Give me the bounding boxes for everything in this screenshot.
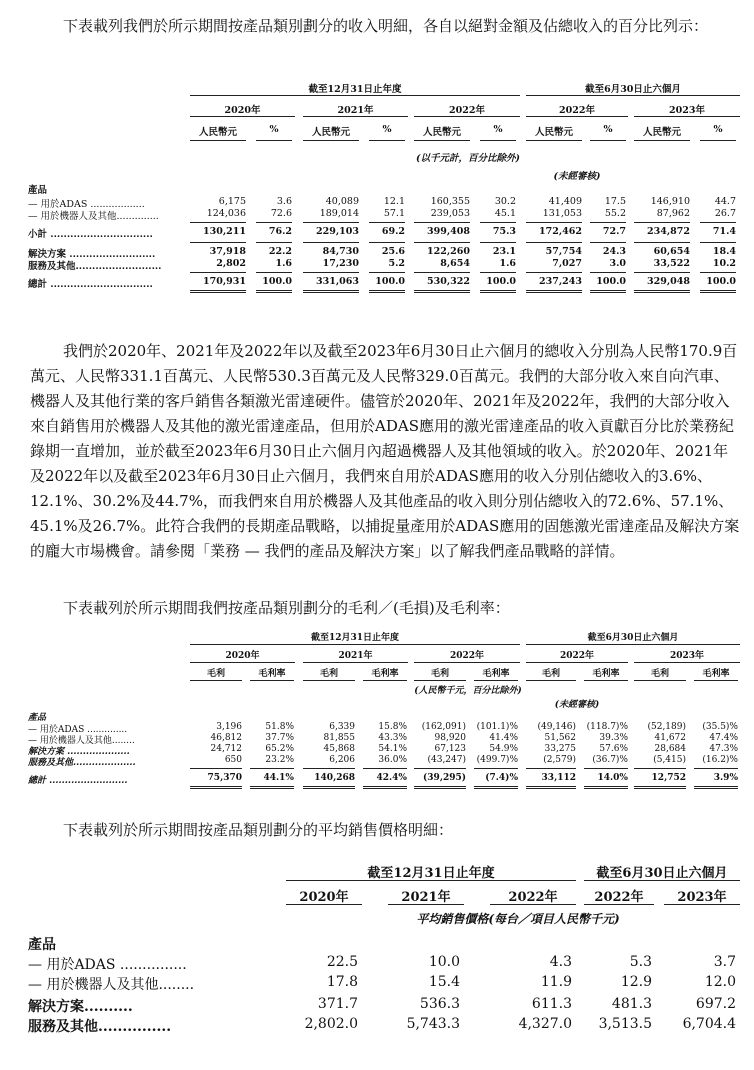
t2-cell: 44.1% (263, 773, 294, 783)
t2-cell: 98,920 (434, 733, 466, 743)
t2-cell: 15.8% (378, 722, 407, 732)
t3-cell: 5,743.3 (406, 1016, 460, 1032)
t3-cell: 481.3 (611, 996, 652, 1012)
t1-cell: 229,103 (316, 226, 359, 237)
asp-table (28, 860, 742, 1045)
intro-avg-selling-price: 下表載列於所示期間按產品類別劃分的平均銷售價格明細： (63, 821, 454, 839)
t1-cell: 71.4 (712, 226, 736, 237)
t1-cell: 1.6 (499, 258, 516, 269)
t1-cell: 329,048 (647, 276, 690, 287)
t1-row-label: 解決方案 .......................... (28, 249, 156, 260)
t1-cell: 130,211 (203, 226, 246, 237)
t1-col-pct-1: % (269, 124, 279, 135)
t2-row-label: 總計 ......................... (28, 776, 128, 786)
t1-cell: 17,230 (322, 258, 359, 269)
t1-year-2022-6m: 2022年 (559, 105, 595, 116)
t1-cell: 331,063 (316, 276, 359, 287)
intro-revenue-breakdown: 下表載列我們於所示期間按產品類別劃分的收入明細，各自以絕對金額及佔總收入的百分比列示： (63, 17, 709, 35)
t1-cell: 124,036 (206, 208, 246, 219)
t2-cell: 47.4% (709, 733, 738, 743)
t1-cell: 33,522 (653, 258, 690, 269)
t3-cell: 11.9 (540, 974, 572, 990)
t1-cell: 72.7 (602, 226, 626, 237)
t1-unaudited: (未經審核) (553, 171, 601, 182)
t2-cell: 51,562 (544, 733, 576, 743)
t3-cell: 15.4 (428, 974, 460, 990)
t3-year-2022-6m: 2022年 (594, 890, 644, 905)
t2-cell: 6,206 (329, 755, 355, 765)
t2-period-fy: 截至12月31日止年度 (310, 633, 400, 643)
t2-cell: (49,146) (537, 722, 576, 732)
t3-cell: 22.5 (326, 954, 358, 970)
t1-cell: 57.1 (383, 208, 405, 219)
t1-cell: 8,654 (440, 258, 470, 269)
t1-cell: 7,027 (552, 258, 582, 269)
t2-cell: (52,189) (647, 722, 686, 732)
t1-cell: 237,243 (539, 276, 582, 287)
t1-cell: 84,730 (322, 246, 359, 257)
t1-cell: 2,802 (216, 258, 246, 269)
revenue-table (28, 76, 742, 306)
t1-year-2022: 2022年 (449, 105, 485, 116)
t2-col-gm-2: 毛利率 (371, 669, 399, 679)
t1-cell: 25.6 (381, 246, 405, 257)
t3-period-fy: 截至12月31日止年度 (367, 866, 495, 881)
t2-cell: (2,579) (543, 755, 576, 765)
t1-cell: 75.3 (492, 226, 516, 237)
t2-cell: 54.1% (378, 744, 407, 754)
t1-cell: 234,872 (647, 226, 690, 237)
t3-unit-note: 平均銷售價格(每台／項目人民幣千元) (416, 912, 620, 926)
t2-cell: 41.4% (489, 733, 518, 743)
t1-cell: 100.0 (596, 276, 626, 287)
t1-period-fy: 截至12月31日止年度 (308, 84, 402, 95)
t1-cell: 100.0 (486, 276, 516, 287)
t1-cell: 60,654 (653, 246, 690, 257)
t2-col-gp-2: 毛利 (319, 669, 338, 679)
t3-cell: 536.3 (419, 996, 460, 1012)
t1-year-2023-6m: 2023年 (669, 105, 705, 116)
t1-cell: 530,322 (427, 276, 470, 287)
t1-cell: 37,918 (209, 246, 246, 257)
t2-cell: 3,196 (216, 722, 242, 732)
t2-cell: 51.8% (265, 722, 294, 732)
t2-cell: 65.2% (265, 744, 294, 754)
t2-year-2022-6m: 2022年 (559, 651, 595, 661)
t1-cell: 239,053 (430, 208, 470, 219)
t2-cell: 41,672 (654, 733, 686, 743)
t2-cell: 54.9% (489, 744, 518, 754)
t2-cell: (16.2)% (702, 755, 738, 765)
t1-row-label: 總計 ............................... (28, 279, 153, 290)
t3-cell: 4,327.0 (518, 1016, 572, 1032)
t1-section-products: 產品 (28, 185, 48, 196)
t2-cell: 81,855 (323, 733, 355, 743)
t1-col-pct-3: % (493, 124, 503, 135)
t1-col-pct-2: % (382, 124, 392, 135)
t2-cell: 14.0% (597, 773, 628, 783)
t1-row-label: 服務及其他.......................... (28, 261, 162, 272)
t2-col-gp-3: 毛利 (430, 669, 449, 679)
t1-cell: 18.4 (712, 246, 736, 257)
t2-col-gm-5: 毛利率 (702, 669, 730, 679)
t2-cell: 140,268 (314, 773, 355, 783)
t1-cell: 3.0 (609, 258, 626, 269)
t1-cell: 26.7 (714, 208, 736, 219)
t1-unit-note: (以千元計，百分比除外) (416, 153, 520, 164)
t3-row-label: — 用於ADAS ............... (28, 957, 187, 973)
t3-cell: 2,802.0 (304, 1016, 358, 1032)
t2-cell: 23.2% (265, 755, 294, 765)
t1-cell: 87,962 (656, 208, 690, 219)
t1-period-6m: 截至6月30日止六個月 (585, 84, 681, 95)
t1-cell: 100.0 (706, 276, 736, 287)
t2-cell: (101.1)% (476, 722, 518, 732)
t2-cell: 24,712 (210, 744, 242, 754)
t3-cell: 10.0 (428, 954, 460, 970)
t2-cell: (39,295) (423, 773, 466, 783)
intro-gross-profit: 下表載列於所示期間我們按產品類別劃分的毛利／(毛損)及毛利率： (63, 599, 510, 617)
t1-row-label: 小計 ............................... (28, 229, 153, 240)
revenue-narrative: 我們於2020年、2021年及2022年以及截至2023年6月30日止六個月的總收入分別為人民幣170.9百萬元、人民幣331.1百萬元、人民幣530.3百萬元及人民幣329.0百萬元。我們的大部分收入來自向汽車、機器人及其他行業的客戶銷售各類激光雷達硬件。儘管於2020年、2021年及2022年，我們的大部分收入來自銷售用於機器人及其他的激光雷達產品，但用於ADAS應用的激光雷達產品的收入貢獻百分比於業務紀錄期一直增加，並於截至2023年6月30日止六個月內超過機器人及其他領域的收入。於2020年、2021年及2022年以及截至2023年6月30日止六個月，我們來自用於ADAS應用的收入分別佔總收入的3.6%、12.1%、30.2%及44.7%，而我們來自用於機器人及其他產品的收入則分別佔總收入的72.6%、57.1%、45.1%及26.7%。此符合我們的長期產品戰略，以捕捉量產用於ADAS應用的固態激光雷達產品及解決方案的龐大市場機會。請參閱「業務 — 我們的產品及解決方案」以了解我們產品戰略的詳情。 (30, 342, 740, 560)
t2-row-label: 解決方案 .................... (28, 747, 130, 757)
t3-period-6m: 截至6月30日止六個月 (596, 866, 728, 881)
t2-cell: 37.7% (265, 733, 294, 743)
t1-cell: 44.7 (714, 196, 736, 207)
t1-cell: 5.2 (388, 258, 405, 269)
t3-year-2022: 2022年 (508, 890, 558, 905)
t3-cell: 12.9 (620, 974, 652, 990)
t1-row-label: — 用於機器人及其他.............. (28, 211, 159, 222)
t3-cell: 17.8 (326, 974, 358, 990)
t2-year-2021: 2021年 (338, 651, 373, 661)
t2-unaudited: (未經審核) (554, 700, 600, 710)
t1-cell: 55.2 (604, 208, 626, 219)
t2-cell: 650 (224, 755, 242, 765)
t1-cell: 72.6 (270, 208, 292, 219)
t2-cell: (35.5)% (702, 722, 738, 732)
t2-col-gm-4: 毛利率 (592, 669, 620, 679)
t2-cell: 67,123 (434, 744, 466, 754)
t1-cell: 24.3 (602, 246, 626, 257)
t1-cell: 160,355 (430, 196, 470, 207)
t1-cell: 17.5 (604, 196, 626, 207)
t1-cell: 172,462 (539, 226, 582, 237)
t2-row-label: 服務及其他.................... (28, 758, 136, 768)
t2-cell: 47.3% (709, 744, 738, 754)
t1-cell: 10.2 (712, 258, 736, 269)
t2-cell: (7.4)% (485, 773, 518, 783)
t2-cell: 12,752 (651, 773, 686, 783)
t3-year-2021: 2021年 (401, 890, 451, 905)
t1-cell: 122,260 (427, 246, 470, 257)
t2-cell: 36.0% (378, 755, 407, 765)
t1-cell: 3.6 (276, 196, 292, 207)
t1-cell: 23.1 (492, 246, 516, 257)
t3-cell: 12.0 (704, 974, 736, 990)
t2-cell: 57.6% (599, 744, 628, 754)
t3-cell: 5.3 (629, 954, 652, 970)
t1-cell: 40,089 (325, 196, 359, 207)
t1-year-2020: 2020年 (224, 105, 261, 116)
t2-section-products: 產品 (28, 713, 47, 723)
t2-row-label: — 用於機器人及其他........ (28, 736, 135, 746)
t3-cell: 4.3 (549, 954, 572, 970)
t1-col-pct-5: % (713, 124, 723, 135)
t3-year-2023-6m: 2023年 (677, 890, 727, 905)
t2-year-2020: 2020年 (225, 651, 260, 661)
t2-year-2022: 2022年 (449, 651, 485, 661)
t2-cell: 42.4% (376, 773, 407, 783)
t1-cell: 45.1 (494, 208, 516, 219)
t2-cell: 39.3% (599, 733, 628, 743)
t1-cell: 41,409 (548, 196, 582, 207)
t1-cell: 100.0 (375, 276, 405, 287)
t2-cell: 46,812 (210, 733, 242, 743)
t2-cell: 6,339 (329, 722, 355, 732)
t1-cell: 131,053 (542, 208, 582, 219)
t3-cell: 611.3 (531, 996, 572, 1012)
t2-cell: (5,415) (653, 755, 686, 765)
t2-cell: 3.9% (713, 773, 738, 783)
t1-cell: 170,931 (203, 276, 246, 287)
t2-cell: 28,684 (654, 744, 686, 754)
t3-cell: 6,704.4 (682, 1016, 736, 1032)
t1-year-2021: 2021年 (337, 105, 374, 116)
t3-section-products: 產品 (28, 937, 56, 953)
t2-col-gm-1: 毛利率 (258, 669, 286, 679)
t2-row-label: — 用於ADAS .............. (28, 725, 128, 735)
t2-col-gp-5: 毛利 (650, 669, 669, 679)
t3-row-label: 服務及其他............... (28, 1019, 172, 1035)
t1-cell: 76.2 (268, 226, 292, 237)
t1-row-label: — 用於ADAS .................. (28, 199, 145, 210)
t2-cell: 33,112 (541, 773, 576, 783)
t1-cell: 189,014 (319, 208, 359, 219)
t2-cell: 43.3% (378, 733, 407, 743)
t1-col-rmb-3: 人民幣元 (422, 127, 461, 138)
t1-col-rmb-5: 人民幣元 (642, 127, 681, 138)
t1-cell: 146,910 (650, 196, 690, 207)
t1-cell: 69.2 (381, 226, 405, 237)
t1-cell: 1.6 (275, 258, 292, 269)
t2-col-gp-1: 毛利 (206, 669, 225, 679)
t3-row-label: 解決方案.......... (28, 999, 133, 1015)
t3-cell: 3.7 (713, 954, 736, 970)
t2-year-2023-6m: 2023年 (669, 651, 705, 661)
t1-cell: 399,408 (427, 226, 470, 237)
t1-cell: 57,754 (545, 246, 582, 257)
t2-col-gp-4: 毛利 (541, 669, 560, 679)
t2-cell: (36.7)% (592, 755, 628, 765)
t2-cell: (43,247) (427, 755, 466, 765)
t3-row-label: — 用於機器人及其他........ (28, 977, 195, 993)
t3-cell: 3,513.5 (598, 1016, 652, 1032)
t1-cell: 6,175 (218, 196, 246, 207)
t2-cell: 33,275 (544, 744, 576, 754)
t2-cell: (118.7)% (586, 722, 628, 732)
t1-col-pct-4: % (603, 124, 613, 135)
t2-unit-note: (人民幣千元，百分比除外) (414, 686, 522, 696)
t3-cell: 697.2 (695, 996, 736, 1012)
t2-cell: 45,868 (323, 744, 355, 754)
gross-profit-table (28, 628, 742, 798)
t1-cell: 22.2 (268, 246, 292, 257)
t1-col-rmb-1: 人民幣元 (198, 127, 237, 138)
t1-cell: 30.2 (494, 196, 516, 207)
t2-period-6m: 截至6月30日止六個月 (587, 633, 679, 643)
t2-cell: (499.7)% (476, 755, 518, 765)
t1-cell: 100.0 (262, 276, 292, 287)
t2-cell: 75,370 (207, 773, 242, 783)
t1-col-rmb-4: 人民幣元 (534, 127, 573, 138)
t1-cell: 12.1 (383, 196, 405, 207)
t3-cell: 371.7 (317, 996, 358, 1012)
t3-year-2020: 2020年 (299, 890, 349, 905)
t2-col-gm-3: 毛利率 (482, 669, 510, 679)
t1-col-rmb-2: 人民幣元 (311, 127, 350, 138)
t2-cell: (162,091) (421, 722, 466, 732)
